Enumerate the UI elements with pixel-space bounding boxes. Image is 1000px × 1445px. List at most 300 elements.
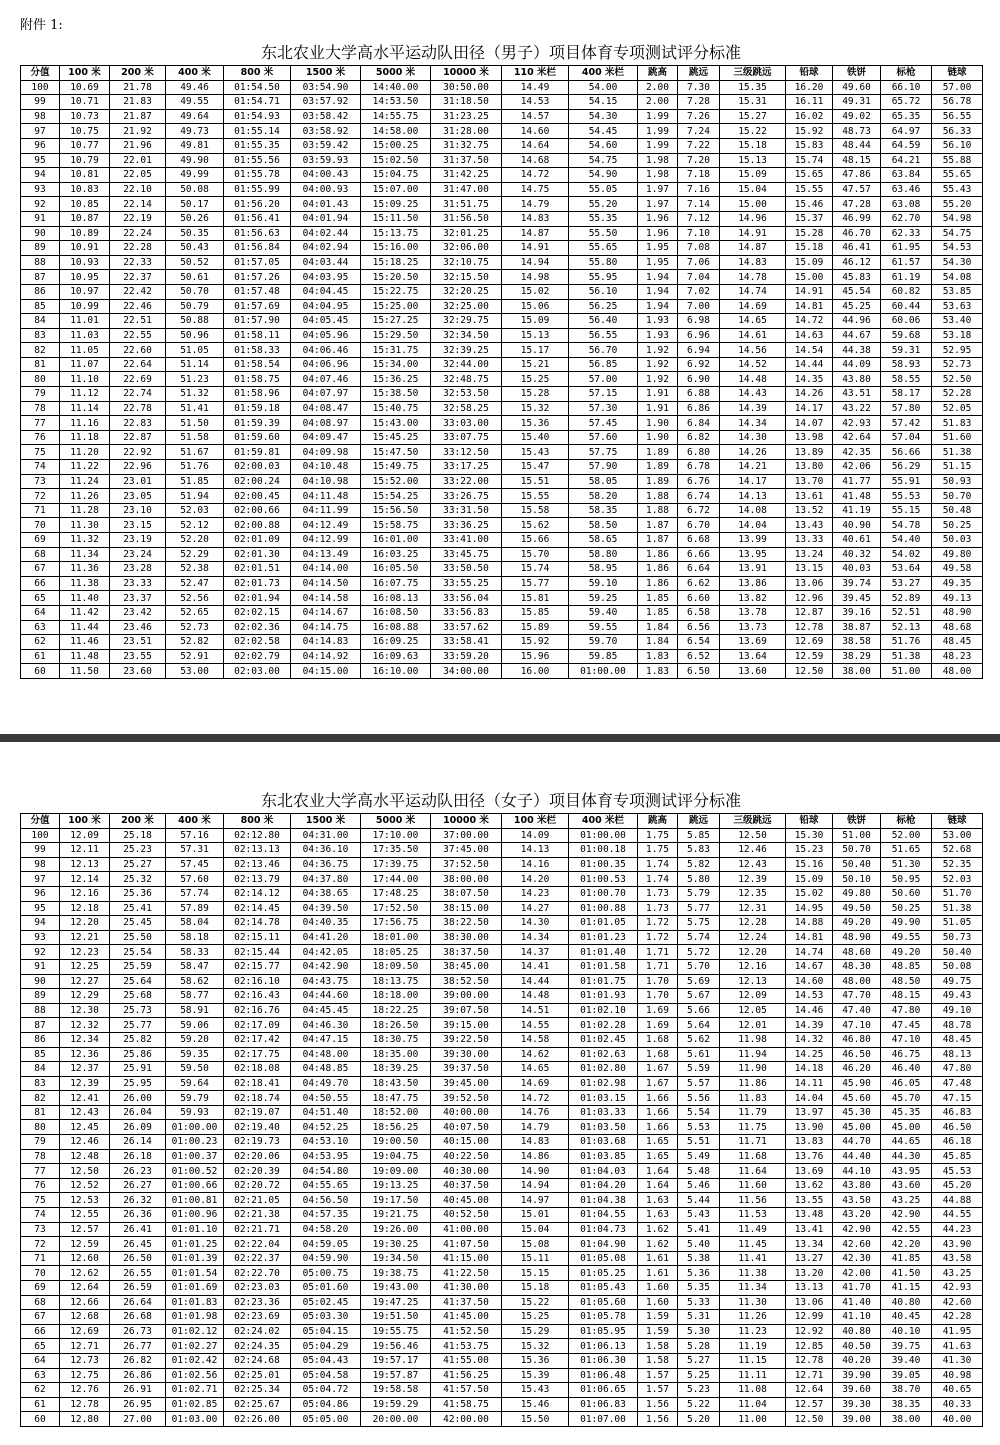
table-cell: 11.34	[60, 547, 110, 562]
table-cell: 04:14.75	[291, 620, 361, 635]
table-cell: 02:22.04	[224, 1237, 291, 1252]
table-cell: 01:04.90	[569, 1237, 638, 1252]
table-cell: 01:54.71	[224, 95, 291, 110]
table-cell: 33:41.00	[431, 533, 502, 548]
table-cell: 14:40.00	[361, 80, 431, 95]
table-cell: 16.20	[786, 80, 833, 95]
table-row	[21, 284, 983, 299]
table-cell: 32:53.50	[431, 387, 502, 402]
column-header: 200 米	[110, 66, 166, 81]
table-cell: 15:38.50	[361, 387, 431, 402]
table-cell: 13.13	[786, 1281, 833, 1296]
table-cell: 26.27	[110, 1178, 166, 1193]
table-cell: 02:01.94	[224, 591, 291, 606]
table-cell: 15.89	[502, 620, 569, 635]
table-cell: 41:56.25	[431, 1368, 502, 1383]
table-cell: 39.90	[833, 1368, 881, 1383]
table-cell: 33:12.50	[431, 445, 502, 460]
table-cell: 13.89	[786, 445, 833, 460]
table-cell: 40.00	[932, 1412, 983, 1427]
table-row	[21, 1091, 983, 1106]
table-cell: 01:05.25	[569, 1266, 638, 1281]
table-cell: 13.15	[786, 562, 833, 577]
table-cell: 57.16	[166, 828, 224, 843]
table-cell: 1.94	[638, 270, 678, 285]
table-cell: 42.60	[833, 1237, 881, 1252]
table-cell: 65.35	[881, 109, 932, 124]
table-cell: 43.20	[833, 1208, 881, 1223]
table-cell: 12.16	[720, 959, 786, 974]
table-cell: 12.27	[60, 974, 110, 989]
score-cell: 92	[21, 945, 60, 960]
column-header: 跳远	[678, 814, 720, 829]
table-cell: 25.95	[110, 1076, 166, 1091]
table-cell: 14.56	[720, 343, 786, 358]
table-cell: 12.32	[60, 1018, 110, 1033]
table-cell: 02:16.76	[224, 1003, 291, 1018]
table-cell: 33:17.25	[431, 460, 502, 475]
table-cell: 14.13	[502, 843, 569, 858]
table-cell: 11.45	[720, 1237, 786, 1252]
table-cell: 01:00.88	[569, 901, 638, 916]
table-cell: 02:15.77	[224, 959, 291, 974]
table-cell: 14.90	[502, 1164, 569, 1179]
table-cell: 44.88	[932, 1193, 983, 1208]
table-cell: 22.19	[110, 211, 166, 226]
table-cell: 01:59.18	[224, 401, 291, 416]
table-cell: 52.20	[166, 533, 224, 548]
table-cell: 01:02.28	[569, 1018, 638, 1033]
table-cell: 19:34.50	[361, 1251, 431, 1266]
table-cell: 1.61	[638, 1266, 678, 1281]
table-cell: 18:26.50	[361, 1018, 431, 1033]
table-cell: 26.09	[110, 1120, 166, 1135]
table-cell: 01:58.75	[224, 372, 291, 387]
table-cell: 41.19	[833, 503, 881, 518]
table-cell: 1.85	[638, 591, 678, 606]
table-cell: 14.87	[502, 226, 569, 241]
table-cell: 02:15.44	[224, 945, 291, 960]
table-cell: 22.37	[110, 270, 166, 285]
table-cell: 11.46	[60, 635, 110, 650]
table-cell: 18:35.00	[361, 1047, 431, 1062]
table-cell: 6.88	[678, 387, 720, 402]
table-cell: 14.88	[786, 916, 833, 931]
column-header: 1500 米	[291, 66, 361, 81]
table-cell: 15.43	[502, 1383, 569, 1398]
table-cell: 38.58	[833, 635, 881, 650]
table-cell: 13.99	[720, 533, 786, 548]
table-cell: 40.33	[932, 1397, 983, 1412]
table-cell: 63.84	[881, 168, 932, 183]
column-header: 200 米	[110, 814, 166, 829]
table-cell: 44.55	[932, 1208, 983, 1223]
score-cell: 95	[21, 153, 60, 168]
column-header: 400 米栏	[569, 66, 638, 81]
table-cell: 11.60	[720, 1178, 786, 1193]
table-cell: 15.06	[502, 299, 569, 314]
table-cell: 02:13.46	[224, 857, 291, 872]
table-cell: 59.06	[166, 1018, 224, 1033]
table-cell: 1.93	[638, 328, 678, 343]
table-cell: 54.90	[569, 168, 638, 183]
table-cell: 57.60	[569, 430, 638, 445]
table-cell: 01:03.85	[569, 1149, 638, 1164]
table-cell: 51.38	[932, 901, 983, 916]
table-cell: 49.90	[881, 916, 932, 931]
table-cell: 14.37	[502, 945, 569, 960]
table-cell: 15.30	[786, 828, 833, 843]
column-header: 1500 米	[291, 814, 361, 829]
table-cell: 42.20	[881, 1237, 932, 1252]
table-cell: 13.64	[720, 649, 786, 664]
table-cell: 22.64	[110, 357, 166, 372]
table-cell: 53.27	[881, 576, 932, 591]
table-cell: 15:07.00	[361, 182, 431, 197]
table-cell: 13.80	[786, 460, 833, 475]
table-cell: 5.23	[678, 1383, 720, 1398]
table-cell: 44.38	[833, 343, 881, 358]
table-cell: 49.64	[166, 109, 224, 124]
table-cell: 14.83	[720, 255, 786, 270]
table-cell: 48.90	[833, 930, 881, 945]
table-cell: 11.14	[60, 401, 110, 416]
table-cell: 53.18	[932, 328, 983, 343]
table-cell: 15.46	[502, 1397, 569, 1412]
table-cell: 57.42	[881, 416, 932, 431]
table-cell: 51.94	[166, 489, 224, 504]
table-cell: 64.97	[881, 124, 932, 139]
table-cell: 01:01.98	[166, 1310, 224, 1325]
table-cell: 1.66	[638, 1091, 678, 1106]
table-cell: 59.85	[569, 649, 638, 664]
table-cell: 39.40	[881, 1353, 932, 1368]
table-cell: 16:08.50	[361, 605, 431, 620]
table-cell: 01:57.69	[224, 299, 291, 314]
table-cell: 32:58.25	[431, 401, 502, 416]
table-cell: 01:00.00	[166, 1120, 224, 1135]
table-cell: 12.36	[60, 1047, 110, 1062]
table-cell: 47.57	[833, 182, 881, 197]
table-cell: 23.37	[110, 591, 166, 606]
score-cell: 80	[21, 372, 60, 387]
table-cell: 14.57	[502, 109, 569, 124]
table-cell: 16.11	[786, 95, 833, 110]
table-cell: 50.70	[166, 284, 224, 299]
table-cell: 05:01.60	[291, 1281, 361, 1296]
table-cell: 1.75	[638, 843, 678, 858]
table-cell: 15:00.25	[361, 138, 431, 153]
table-cell: 02:14.12	[224, 886, 291, 901]
table-cell: 52.73	[932, 357, 983, 372]
table-row	[21, 1178, 983, 1193]
table-cell: 7.26	[678, 109, 720, 124]
table-cell: 04:54.80	[291, 1164, 361, 1179]
table-cell: 04:14.67	[291, 605, 361, 620]
table-cell: 12.52	[60, 1178, 110, 1193]
score-cell: 79	[21, 387, 60, 402]
table-cell: 12.09	[720, 989, 786, 1004]
table-cell: 14.79	[502, 197, 569, 212]
table-cell: 58.50	[569, 518, 638, 533]
table-cell: 5.77	[678, 901, 720, 916]
table-cell: 58.47	[166, 959, 224, 974]
table-cell: 18:09.50	[361, 959, 431, 974]
table-cell: 5.82	[678, 857, 720, 872]
table-row	[21, 503, 983, 518]
table-row	[21, 226, 983, 241]
score-cell: 69	[21, 1281, 60, 1296]
table-cell: 01:02.56	[166, 1368, 224, 1383]
table-cell: 14.17	[720, 474, 786, 489]
table-cell: 42.60	[932, 1295, 983, 1310]
table-cell: 15:09.25	[361, 197, 431, 212]
table-cell: 01:57.05	[224, 255, 291, 270]
table-cell: 5.30	[678, 1324, 720, 1339]
table-row	[21, 1310, 983, 1325]
table-cell: 14.72	[786, 314, 833, 329]
table-cell: 41.85	[881, 1251, 932, 1266]
table-cell: 23.24	[110, 547, 166, 562]
table-cell: 47.80	[932, 1062, 983, 1077]
table-cell: 5.54	[678, 1105, 720, 1120]
table-cell: 46.70	[833, 226, 881, 241]
table-cell: 15.18	[502, 1281, 569, 1296]
score-cell: 64	[21, 1353, 60, 1368]
table-cell: 01:57.26	[224, 270, 291, 285]
table-cell: 59.50	[166, 1062, 224, 1077]
table-cell: 14.79	[502, 1120, 569, 1135]
table-cell: 04:02.44	[291, 226, 361, 241]
table-row	[21, 299, 983, 314]
table-row	[21, 562, 983, 577]
table-cell: 46.20	[833, 1062, 881, 1077]
table-cell: 59.68	[881, 328, 932, 343]
table-row	[21, 1149, 983, 1164]
table-cell: 05:05.00	[291, 1412, 361, 1427]
table-cell: 1.75	[638, 828, 678, 843]
table-row	[21, 328, 983, 343]
table-cell: 11.71	[720, 1135, 786, 1150]
table-cell: 14.34	[720, 416, 786, 431]
table-cell: 41:52.50	[431, 1324, 502, 1339]
table-cell: 01:05.08	[569, 1251, 638, 1266]
table-cell: 5.25	[678, 1368, 720, 1383]
table-cell: 04:36.75	[291, 857, 361, 872]
table-cell: 15.55	[786, 182, 833, 197]
table-cell: 15.00	[720, 197, 786, 212]
table-cell: 7.22	[678, 138, 720, 153]
table-cell: 15.36	[502, 416, 569, 431]
table-cell: 11.49	[720, 1222, 786, 1237]
score-cell: 81	[21, 1105, 60, 1120]
table-cell: 04:14.00	[291, 562, 361, 577]
table-cell: 14.35	[786, 372, 833, 387]
table-cell: 16:03.25	[361, 547, 431, 562]
table-cell: 15.28	[786, 226, 833, 241]
table-cell: 6.54	[678, 635, 720, 650]
table-cell: 10.77	[60, 138, 110, 153]
table-cell: 5.75	[678, 916, 720, 931]
table-cell: 58.80	[569, 547, 638, 562]
women-score-table	[20, 813, 983, 1427]
table-cell: 15.36	[502, 1353, 569, 1368]
table-cell: 55.20	[932, 197, 983, 212]
table-cell: 7.16	[678, 182, 720, 197]
column-header: 跳远	[678, 66, 720, 81]
table-cell: 18:22.25	[361, 1003, 431, 1018]
table-cell: 26.86	[110, 1368, 166, 1383]
table-cell: 1.72	[638, 930, 678, 945]
table-cell: 15.40	[502, 430, 569, 445]
table-cell: 41:55.00	[431, 1353, 502, 1368]
table-cell: 42.93	[833, 416, 881, 431]
table-cell: 19:59.29	[361, 1397, 431, 1412]
table-row	[21, 1193, 983, 1208]
column-header: 分值	[21, 66, 60, 81]
table-row	[21, 664, 983, 679]
table-cell: 13.76	[786, 1149, 833, 1164]
table-cell: 6.68	[678, 533, 720, 548]
table-cell: 53.85	[932, 284, 983, 299]
table-cell: 11.23	[720, 1324, 786, 1339]
table-cell: 51.32	[166, 387, 224, 402]
table-cell: 40.65	[932, 1383, 983, 1398]
table-cell: 52.03	[166, 503, 224, 518]
table-cell: 1.56	[638, 1397, 678, 1412]
table-cell: 5.28	[678, 1339, 720, 1354]
table-cell: 12.87	[786, 605, 833, 620]
table-cell: 43.95	[881, 1164, 932, 1179]
score-cell: 79	[21, 1135, 60, 1150]
table-cell: 49.80	[833, 886, 881, 901]
column-header: 标枪	[881, 814, 932, 829]
table-cell: 55.20	[569, 197, 638, 212]
table-cell: 5.72	[678, 945, 720, 960]
table-cell: 15.81	[502, 591, 569, 606]
table-row	[21, 533, 983, 548]
table-cell: 14.43	[720, 387, 786, 402]
table-cell: 39:45.00	[431, 1076, 502, 1091]
table-cell: 04:45.45	[291, 1003, 361, 1018]
table-cell: 15.74	[502, 562, 569, 577]
table-cell: 15.32	[502, 401, 569, 416]
table-cell: 52.50	[932, 372, 983, 387]
table-cell: 01:01.54	[166, 1266, 224, 1281]
table-row	[21, 270, 983, 285]
table-cell: 49.58	[932, 562, 983, 577]
table-row	[21, 518, 983, 533]
table-cell: 12.48	[60, 1149, 110, 1164]
table-cell: 7.24	[678, 124, 720, 139]
score-cell: 75	[21, 1193, 60, 1208]
table-cell: 53.63	[932, 299, 983, 314]
table-cell: 1.61	[638, 1251, 678, 1266]
table-cell: 11.98	[720, 1032, 786, 1047]
table-cell: 57.75	[569, 445, 638, 460]
table-cell: 22.87	[110, 430, 166, 445]
table-cell: 14.72	[502, 1091, 569, 1106]
table-cell: 12.59	[60, 1237, 110, 1252]
score-cell: 63	[21, 620, 60, 635]
table-cell: 14.76	[502, 1105, 569, 1120]
table-cell: 04:59.90	[291, 1251, 361, 1266]
table-cell: 01:03.33	[569, 1105, 638, 1120]
table-cell: 46.18	[932, 1135, 983, 1150]
score-cell: 91	[21, 959, 60, 974]
table-cell: 15.16	[786, 857, 833, 872]
table-cell: 39:22.50	[431, 1032, 502, 1047]
table-cell: 58.95	[569, 562, 638, 577]
score-cell: 78	[21, 1149, 60, 1164]
table-cell: 04:56.50	[291, 1193, 361, 1208]
table-cell: 42.93	[932, 1281, 983, 1296]
table-cell: 58.65	[569, 533, 638, 548]
table-cell: 1.65	[638, 1135, 678, 1150]
table-cell: 1.69	[638, 1003, 678, 1018]
score-cell: 62	[21, 635, 60, 650]
page-divider	[0, 734, 1000, 742]
table-cell: 38.35	[881, 1397, 932, 1412]
table-cell: 15:31.75	[361, 343, 431, 358]
table-cell: 19:21.75	[361, 1208, 431, 1223]
table-cell: 1.91	[638, 401, 678, 416]
table-cell: 6.76	[678, 474, 720, 489]
table-cell: 12.57	[786, 1397, 833, 1412]
table-cell: 10.83	[60, 182, 110, 197]
table-cell: 18:18.00	[361, 989, 431, 1004]
score-cell: 75	[21, 445, 60, 460]
table-cell: 33:03.00	[431, 416, 502, 431]
table-cell: 15.09	[502, 314, 569, 329]
table-cell: 12.01	[720, 1018, 786, 1033]
table-cell: 49.50	[833, 901, 881, 916]
table-cell: 50.73	[932, 930, 983, 945]
table-cell: 15:36.25	[361, 372, 431, 387]
table-cell: 26.50	[110, 1251, 166, 1266]
table-cell: 1.64	[638, 1178, 678, 1193]
table-cell: 46.12	[833, 255, 881, 270]
table-cell: 02:00.66	[224, 503, 291, 518]
table-cell: 6.96	[678, 328, 720, 343]
table-cell: 15.18	[786, 241, 833, 256]
table-cell: 54.08	[932, 270, 983, 285]
table-cell: 15.37	[786, 211, 833, 226]
table-cell: 45.30	[833, 1105, 881, 1120]
table-cell: 26.14	[110, 1135, 166, 1150]
table-cell: 38:37.50	[431, 945, 502, 960]
table-cell: 6.74	[678, 489, 720, 504]
table-cell: 56.40	[569, 314, 638, 329]
table-cell: 14.74	[786, 945, 833, 960]
table-cell: 1.66	[638, 1120, 678, 1135]
score-cell: 84	[21, 314, 60, 329]
table-cell: 04:03.95	[291, 270, 361, 285]
table-cell: 14.51	[502, 1003, 569, 1018]
table-cell: 13.06	[786, 1295, 833, 1310]
table-cell: 14.95	[786, 901, 833, 916]
table-cell: 12.13	[60, 857, 110, 872]
table-cell: 17:10.00	[361, 828, 431, 843]
table-row	[21, 109, 983, 124]
table-cell: 56.25	[569, 299, 638, 314]
table-cell: 53.00	[166, 664, 224, 679]
table-cell: 31:28.00	[431, 124, 502, 139]
table-cell: 22.96	[110, 460, 166, 475]
table-cell: 12.16	[60, 886, 110, 901]
table-cell: 40:37.50	[431, 1178, 502, 1193]
table-cell: 14.39	[786, 1018, 833, 1033]
